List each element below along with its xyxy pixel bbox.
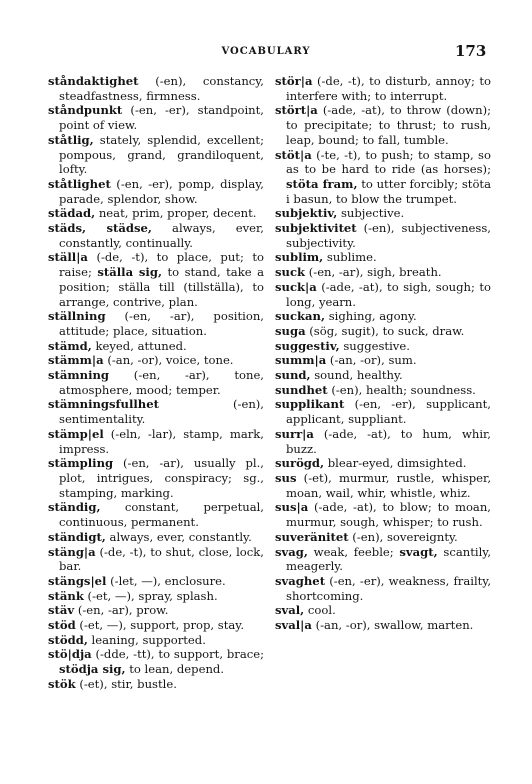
entry-definition: (-let, —), enclosure. xyxy=(106,573,226,588)
entry-definition: (-an, -or), swallow, marten. xyxy=(311,618,474,633)
dictionary-entry xyxy=(48,177,264,206)
entry-definition: (-et, —), support, prop, stay. xyxy=(75,618,245,633)
dictionary-entry xyxy=(48,309,264,338)
entry-headword: surögd, xyxy=(275,456,325,471)
entry-headword: stämd, xyxy=(48,338,92,353)
entry-definition: (-de, -t), to place, put; to raise; xyxy=(59,250,264,280)
dictionary-entry xyxy=(48,74,264,103)
entry-definition: (-en, -ar), prow. xyxy=(74,603,169,618)
entry-headword: stör|a xyxy=(275,74,313,88)
entry-definition: (-en, -ar), sigh, breath. xyxy=(305,265,442,280)
dictionary-entry xyxy=(275,383,491,398)
dictionary-entry xyxy=(275,353,491,368)
dictionary-entry xyxy=(48,530,264,545)
entry-headword: suveränitet xyxy=(275,529,349,544)
entry-definition: suggestive. xyxy=(339,338,410,353)
dictionary-entry xyxy=(275,280,491,309)
entry-definition-rest: scantily, meagerly. xyxy=(286,544,491,574)
dictionary-entry xyxy=(48,133,264,177)
entry-definition: (-te, -t), to push; to stamp, so as to be hard to ride (as horses); xyxy=(286,147,491,177)
right-column xyxy=(275,74,491,633)
dictionary-entry xyxy=(48,500,264,529)
dictionary-entry xyxy=(275,427,491,456)
entry-definition: (-en), sovereignty. xyxy=(348,529,458,544)
left-column xyxy=(48,74,264,692)
entry-definition: (-en, -ar), tone, atmosphere, mood; temper. xyxy=(59,368,264,397)
entry-definition: (-en, -ar), position, attitude; place, situation. xyxy=(59,309,264,338)
page-number: 173 xyxy=(455,42,487,60)
entry-headword: sundhet xyxy=(275,382,328,397)
entry-headword: suggestiv, xyxy=(275,338,340,353)
entry-headword: svag, xyxy=(275,544,308,559)
entry-headword: stöd xyxy=(48,618,76,633)
entry-headword: stänk xyxy=(48,588,84,603)
entry-headword: stäng|a xyxy=(48,544,96,559)
entry-headword: surr|a xyxy=(275,426,314,441)
entry-definition: subjective. xyxy=(337,206,405,221)
dictionary-entry xyxy=(48,545,264,574)
dictionary-entry xyxy=(48,103,264,132)
entry-definition: always, ever, constantly, continually. xyxy=(59,221,264,250)
entry-definition-rest: to lean, depend. xyxy=(125,662,225,677)
entry-definition: (-en), subjectiveness, subjectivity. xyxy=(286,221,491,250)
entry-phrase: svagt, xyxy=(399,544,438,559)
entry-definition: always, ever, constantly. xyxy=(105,529,252,544)
entry-definition-rest: to stand, take a position; ställa till (tillställa), to arrange, contrive, plan. xyxy=(59,265,264,309)
dictionary-entry xyxy=(275,471,491,500)
entry-headword: ställning xyxy=(48,309,106,324)
entry-headword: stäv xyxy=(48,603,75,618)
entry-headword: sus xyxy=(275,470,297,485)
entry-headword: suckan, xyxy=(275,309,326,324)
entry-headword: ställ|a xyxy=(48,250,88,265)
entry-definition: (-ade, -at), to blow; to moan, murmur, sough, whisper; to rush. xyxy=(286,500,491,530)
entry-definition: sound, healthy. xyxy=(310,368,403,383)
entry-definition: sighing, agony. xyxy=(325,309,417,324)
entry-definition: (-dde, -tt), to support, brace; xyxy=(91,647,264,662)
entry-definition: blear-eyed, dimsighted. xyxy=(324,456,467,471)
entry-headword: stört|a xyxy=(275,103,318,118)
dictionary-entry xyxy=(275,339,491,354)
entry-headword: sval|a xyxy=(275,618,312,633)
entry-definition: (-en), health; soundness. xyxy=(327,382,476,397)
entry-headword: städad, xyxy=(48,206,96,221)
entry-headword: stödd, xyxy=(48,632,88,647)
entry-headword: sund, xyxy=(275,368,311,383)
entry-headword: stängs|el xyxy=(48,573,107,588)
dictionary-entry xyxy=(275,456,491,471)
entry-definition: (sög, sugit), to suck, draw. xyxy=(305,323,465,338)
entry-headword: stämm|a xyxy=(48,353,104,368)
entry-definition: (-en, -er), weakness, frailty, shortcoming. xyxy=(286,573,491,603)
dictionary-entry xyxy=(275,74,491,103)
dictionary-entry xyxy=(275,500,491,529)
entry-headword: stämningsfullhet xyxy=(48,397,159,412)
entry-definition: (-en), constancy, steadfastness, firmness. xyxy=(59,74,264,103)
dictionary-entry xyxy=(275,250,491,265)
entry-headword: ståtlig, xyxy=(48,132,94,147)
dictionary-entry xyxy=(275,206,491,221)
dictionary-entry xyxy=(48,603,264,618)
dictionary-entry xyxy=(48,427,264,456)
entry-definition: (-ade, -at), to hum, whir, buzz. xyxy=(286,426,491,456)
dictionary-entry xyxy=(48,339,264,354)
entry-definition: neat, prim, proper, decent. xyxy=(95,206,257,221)
entry-definition: sublime. xyxy=(323,250,377,265)
entry-headword: ständigt, xyxy=(48,529,106,544)
entry-definition: (-et), murmur, rustle, whisper, moan, wail, whir, whistle, whiz. xyxy=(286,470,491,500)
dictionary-entry xyxy=(48,677,264,692)
entry-headword: svaghet xyxy=(275,573,326,588)
dictionary-entry xyxy=(275,397,491,426)
dictionary-entry xyxy=(275,574,491,603)
dictionary-entry xyxy=(275,603,491,618)
dictionary-entry xyxy=(275,618,491,633)
entry-headword: sval, xyxy=(275,603,305,618)
dictionary-entry xyxy=(275,265,491,280)
dictionary-entry xyxy=(275,221,491,250)
entry-definition: (-et), stir, bustle. xyxy=(75,676,177,691)
entry-headword: supplikant xyxy=(275,397,345,412)
entry-phrase: stödja sig, xyxy=(59,662,126,677)
dictionary-entry xyxy=(48,589,264,604)
entry-headword: ståndaktighet xyxy=(48,74,139,88)
entry-headword: stöt|a xyxy=(275,147,312,162)
entry-headword: stök xyxy=(48,676,76,691)
entry-headword: suck xyxy=(275,265,306,280)
entry-definition: constant, perpetual, continuous, permanent. xyxy=(59,500,264,530)
entry-headword: stämp|el xyxy=(48,426,104,441)
dictionary-entry xyxy=(48,618,264,633)
entry-definition: (-ade, -at), to throw (down); to precipitate; to thrust; to rush, leap, bound; to fall, tumble. xyxy=(286,103,491,147)
dictionary-entry xyxy=(48,574,264,589)
entry-definition: keyed, attuned. xyxy=(91,338,187,353)
dictionary-entry xyxy=(275,148,491,207)
entry-headword: suga xyxy=(275,323,306,338)
entry-headword: subjektivitet xyxy=(275,221,357,236)
entry-definition: (-an, -or), voice, tone. xyxy=(103,353,234,368)
entry-headword: stämning xyxy=(48,368,110,383)
entry-definition: (-en, -er), standpoint, point of view. xyxy=(59,103,264,133)
dictionary-entry xyxy=(48,633,264,648)
entry-definition-rest: to utter forcibly; stöta i basun, to blow the trumpet. xyxy=(286,176,491,206)
dictionary-entry xyxy=(48,250,264,309)
dictionary-entry xyxy=(48,647,264,676)
entry-headword: subjektiv, xyxy=(275,206,338,221)
entry-definition: (-de, -t), to shut, close, lock, bar. xyxy=(59,544,264,574)
dictionary-entry xyxy=(275,103,491,147)
entry-headword: summ|a xyxy=(275,353,327,368)
entry-headword: stämpling xyxy=(48,456,114,471)
dictionary-entry xyxy=(275,530,491,545)
entry-headword: ständig, xyxy=(48,500,101,515)
dictionary-entry xyxy=(275,545,491,574)
entry-definition: (-en, -ar), usually pl., plot, intrigues, conspiracy; sg., stamping, marking. xyxy=(59,456,264,500)
entry-phrase: stöta fram, xyxy=(286,176,358,191)
entry-headword: ståtlighet xyxy=(48,176,111,191)
entry-definition: leaning, supported. xyxy=(87,632,206,647)
entry-headword: stö|dja xyxy=(48,647,92,662)
entry-definition: (-eln, -lar), stamp, mark, impress. xyxy=(59,426,264,456)
dictionary-entry xyxy=(275,309,491,324)
entry-definition: (-ade, -at), to sigh, sough; to long, yearn. xyxy=(286,279,491,309)
entry-definition: cool. xyxy=(304,603,336,618)
dictionary-entry xyxy=(48,206,264,221)
entry-definition: (-en), sentimentality. xyxy=(59,397,264,427)
entry-headword: suck|a xyxy=(275,279,317,294)
entry-definition: (-et, —), spray, splash. xyxy=(83,588,218,603)
dictionary-entry xyxy=(48,221,264,250)
dictionary-entry xyxy=(48,456,264,500)
entry-headword: städs, städse, xyxy=(48,221,152,236)
entry-definition: (-an, -or), sum. xyxy=(326,353,417,368)
dictionary-entry xyxy=(48,353,264,368)
entry-phrase: ställa sig, xyxy=(97,265,162,280)
running-head: VOCABULARY xyxy=(221,46,311,57)
entry-definition: (-en, -er), supplicant, applicant, suppliant. xyxy=(286,397,491,427)
entry-definition: (-en, -er), pomp, display, parade, splendor, show. xyxy=(59,176,264,206)
entry-definition: (-de, -t), to disturb, annoy; to interfere with; to interrupt. xyxy=(286,74,491,103)
entry-definition: stately, splendid, excellent; pompous, grand, grandiloquent, lofty. xyxy=(59,132,264,177)
entry-headword: sus|a xyxy=(275,500,309,515)
entry-headword: sublim, xyxy=(275,250,324,265)
dictionary-entry xyxy=(48,397,264,426)
entry-headword: ståndpunkt xyxy=(48,103,123,118)
dictionary-entry xyxy=(275,324,491,339)
dictionary-entry xyxy=(48,368,264,397)
dictionary-entry xyxy=(275,368,491,383)
entry-definition: weak, feeble; xyxy=(307,544,400,559)
